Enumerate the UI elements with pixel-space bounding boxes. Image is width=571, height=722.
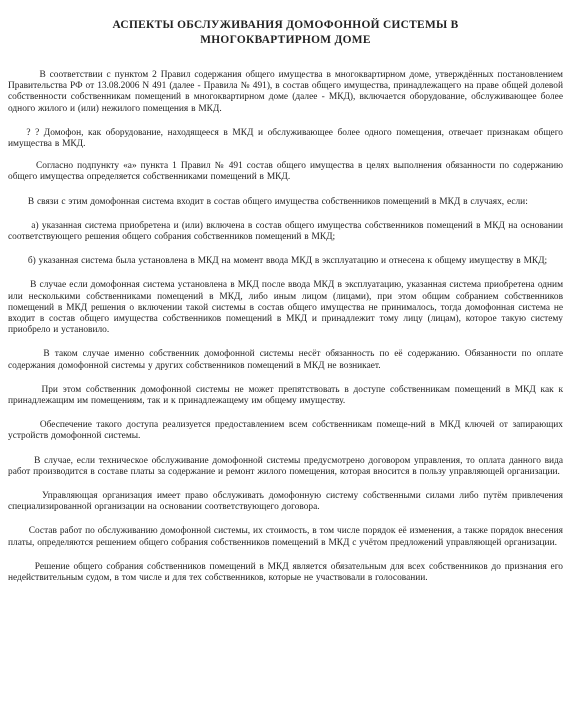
paragraph-4: В связи с этим домофонная система входит в состав общего имущества собственников помещений в МКД в случаях, если: <box>8 196 528 207</box>
title-line-1: АСПЕКТЫ ОБСЛУЖИВАНИЯ ДОМОФОННОЙ СИСТЕМЫ В <box>112 19 459 31</box>
paragraph-12: Управляющая организация имеет право обслуживать домофонную систему собственными силами либо путём привлечения специализированной организации на основании соответствующего договора. <box>8 491 566 513</box>
paragraph-13: Состав работ по обслуживанию домофонной системы, их стоимость, в том числе порядок её изменения, а также порядок внесения платы, определяются решением общего собрания собственников помещений в МКД с учётом предложений управляющей организации. <box>8 526 566 548</box>
title-line-2: МНОГОКВАРТИРНОМ ДОМЕ <box>200 34 371 46</box>
paragraph-9: При этом собственник домофонной системы не может препятствовать в доступе собственникам помещений в МКД как к принадлежащим им помещениям, так и к принадлежащему им общему имуществу. <box>8 384 566 407</box>
paragraph-7: В случае если домофонная система установлена в МКД после ввода МКД в эксплуатацию, указанная система приобретена одним или несколькими собственниками помещений в МКД, либо иным лицом (лицами), при этом общим собранием собственников помещений в МКД решения о включении такой системы в состав общего имущества не принималось, тогда домофонная система не входит в состав общего имущества собственников помещений в МКД и принадлежит тому лицу (лицам), которое такую систему приобрело и установило. <box>8 280 566 336</box>
document-title <box>8 18 563 48</box>
paragraph-3: Согласно подпункту «а» пункта 1 Правил № 491 состав общего имущества в целях выполнения обязанности по содержанию общего имущества определяется собственниками помещений в МКД. <box>8 161 566 183</box>
paragraph-11: В случае, если техническое обслуживание домофонной системы предусмотрено договором управления, то оплата данного вида работ производится в составе платы за содержание и ремонт жилого помещения, которая вносится в пользу управляющей организации. <box>8 455 566 477</box>
paragraph-1: В соответствии с пунктом 2 Правил содержания общего имущества в многоквартирном доме, утверждённых постановлением Правительства РФ от 13.08.2006 N 491 (далее - Правила № 491), в состав общего имущества, принадлежащего на праве общей долевой собственности собственникам помещений в многоквартирном доме (далее - МКД), включается оборудование, обслуживающее более одного жилого и (или) нежилого помещения в МКД. <box>8 70 566 114</box>
paragraph-10: Обеспечение такого доступа реализуется предоставлением всем собственникам помеще-ний в МКД ключей от запирающих устройств домофонной системы. <box>8 420 566 442</box>
paragraph-14: Решение общего собрания собственников помещений в МКД является обязательным для всех собственников до признания его недействительным судом, в том числе и для тех собственников, которые не участвовали в голосовании. <box>8 561 566 584</box>
paragraph-5: а) указанная система приобретена и (или) включена в состав общего имущества собственников помещений в МКД на основании соответствующего решения общего собрания собственников помещений в МКД; <box>8 220 566 243</box>
paragraph-8: В таком случае именно собственник домофонной системы несёт обязанность по её содержанию. Обязанности по оплате содержания домофонной системы у других собственников помещений в МКД не возникает. <box>8 349 566 371</box>
paragraph-2: ? ? Домофон, как оборудование, находящееся в МКД и обслуживающее более одного помещения, отвечает признакам общего имущества в МКД. <box>8 127 566 150</box>
paragraph-6: б) указанная система была установлена в МКД на момент ввода МКД в эксплуатацию и отнесена к общему имуществу в МКД; <box>8 256 548 267</box>
